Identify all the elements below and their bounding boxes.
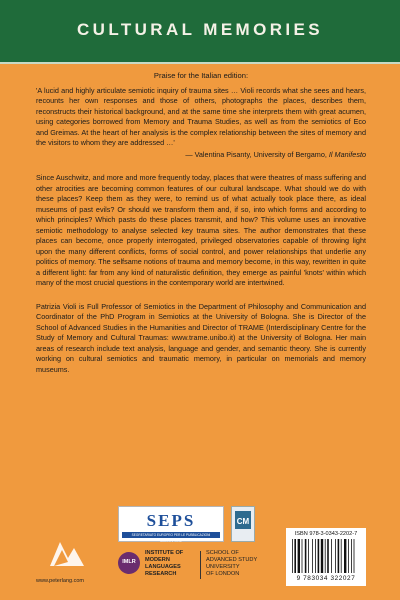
peter-lang-logo-icon — [46, 536, 88, 572]
cm-logo-text: CM — [236, 517, 250, 526]
seps-logo — [118, 506, 224, 542]
isbn-text: ISBN 978-3-0343-2202-7 — [294, 531, 358, 537]
praise-heading: Praise for the Italian edition: — [153, 71, 249, 80]
logo-divider — [200, 551, 201, 579]
seps-subtitle: SEGRETARIATO EUROPEO PER LE PUBBLICAZIONI SCIENTIFICHE — [122, 532, 220, 538]
author-bio: Patrizia Violi is Full Professor of Semiotics in the Department of Philosophy and Communication and Coordinator of the PhD Program in Semiotics at the University of Bologna. She is Director of the School of Advanced Studies in the Humanities and Director of TRAME (Interdisciplinary Centre for the Study of Memory and Cultural Traumas: www.trame.unibo.it) at the University of Bologna. Her main areas of research include text analysis, language and gender, and semantic theory. She is currently working on cultural semiotics and traumatic memory, in particular on memorials and memory museums. — [36, 301, 366, 374]
back-cover-text — [36, 71, 366, 375]
attribution-publication: Il Manifesto — [328, 149, 366, 159]
barcode-digits: 9 783034 322027 — [296, 575, 356, 582]
seps-letters: SEPS — [146, 511, 196, 530]
praise-quote: 'A lucid and highly articulate semiotic inquiry of trauma sites … Violi records what she sees and hears, recounts her own responses and those of others, photographs the places, describes them, reconstructs their historical background, and at the same time she interprets them with great acumen, using categories borrowed from Memory and Trauma Studies, as well as from the semiotics of Eco and Greimas. At the heart of her analysis is the complex relationship between the sites of memory and the visitors to whom they are addressed …' — [36, 85, 366, 147]
imlr-logo-text: IMLR — [122, 559, 136, 565]
series-header — [0, 0, 400, 64]
imlr-name: INSTITUTE OF MODERN LANGUAGES RESEARCH — [145, 550, 184, 577]
praise-attribution — [36, 150, 366, 161]
publisher-url: www.peterlang.com — [36, 578, 84, 584]
series-title: CULTURAL MEMORIES — [76, 20, 324, 39]
cm-logo-icon — [231, 506, 255, 542]
footer-logos — [0, 500, 400, 600]
attribution-name: — Valentina Pisanty, University of Bergamo, — [185, 149, 327, 159]
book-description: Since Auschwitz, and more and more frequently today, places that were theatres of mass suffering and other atrocities are becoming common features of our cultural landscape. What should we do with these places? Keep them as they were, to remind us of what actually took place there, as ideal museums of past evils? Or should we transform them and, if so, into which forms and according to which principles? Which pasts do these places transmit, and how? This volume uses an innovative semiotic methodology to analyse selected key trauma sites. The author demonstrates that these places can become, once properly interrogated, privileged observatories capable of throwing light upon the many different conflicts, forms of social control, and power relationships that underlie any politics of memory. The selfsame notions of trauma and memory become, in this way, rewritten in quite a different light: far from any kind of naturalistic definition, they emerge as painful 'knots' within which many of the most crucial questions in the contemporary world are intertwined. — [36, 173, 366, 287]
barcode-icon — [292, 539, 360, 575]
isbn-barcode — [286, 528, 366, 586]
sas-name: SCHOOL OF ADVANCED STUDY UNIVERSITY OF LONDON — [206, 550, 258, 577]
imlr-logo-icon — [118, 552, 140, 574]
